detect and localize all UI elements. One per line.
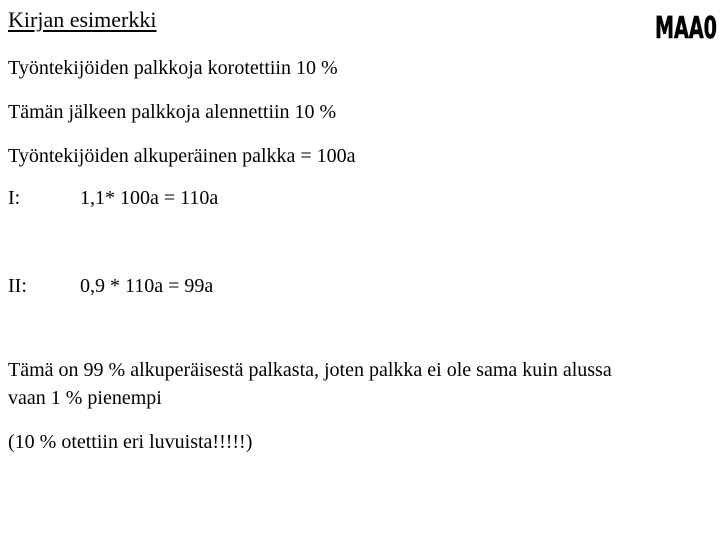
- conclusion-paragraph: Tämä on 99 % alkuperäisestä palkasta, joten palkka ei ole sama kuin alussa vaan 1 % pienempi: [8, 359, 612, 409]
- calc-expression-2: 0,9 * 110a = 99a: [80, 275, 214, 297]
- slide-title: Kirjan esimerkki: [8, 7, 157, 32]
- text-line-original-salary: Työntekijöiden alkuperäinen palkka = 100a: [8, 145, 356, 167]
- calc-expression-1: 1,1* 100a = 110a: [80, 187, 219, 209]
- maa0-logo-text: MAA0: [655, 11, 717, 44]
- maa0-logo: [654, 2, 718, 44]
- calc-label-2: II:: [8, 275, 27, 297]
- text-line-decrease: Tämän jälkeen palkkoja alennettiin 10 %: [8, 101, 337, 123]
- maa0-logo-graphic: [654, 2, 718, 44]
- calc-label-1: I:: [8, 187, 21, 209]
- text-line-raise: Työntekijöiden palkkoja korotettiin 10 %: [8, 57, 338, 79]
- note-line: (10 % otettiin eri luvuista!!!!!): [8, 431, 253, 453]
